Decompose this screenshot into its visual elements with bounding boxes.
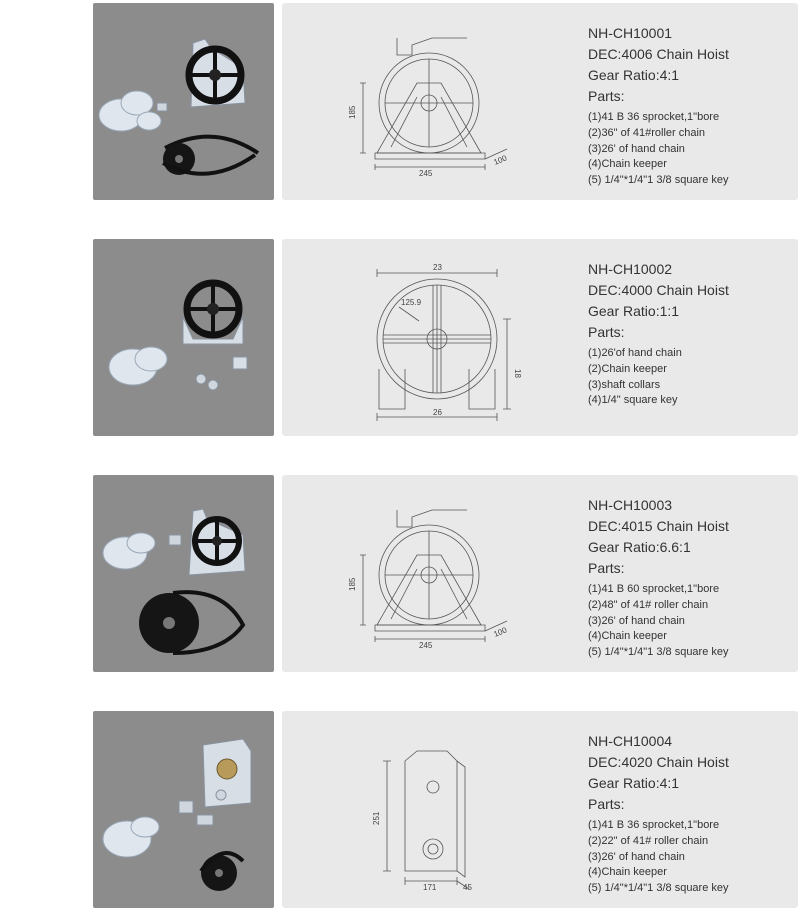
dim-depth-1: 100 [492, 153, 509, 167]
part-item: (3)shaft collars [588, 378, 661, 391]
technical-drawing-4 [357, 731, 527, 891]
part-item: (1)41 B 60 sprocket,1"bore [588, 583, 720, 595]
part-item: (2)48" of 41# roller chain [588, 598, 709, 611]
dec-description: DEC:4015 Chain Hoist [588, 518, 729, 534]
product-panel-2 [282, 239, 798, 436]
chain-hoist-gearbox-drawing [357, 731, 527, 891]
dec-description: DEC:4020 Chain Hoist [588, 754, 729, 770]
dim-height-1: 185 [348, 105, 357, 119]
hoist-kit-photo [93, 711, 274, 908]
product-photo-4 [93, 711, 274, 908]
dim-diameter-2: 23 [433, 263, 442, 272]
chain-hoist-side-drawing [348, 495, 527, 655]
parts-heading: Parts: [588, 796, 625, 812]
model-number: NH-CH10003 [588, 497, 673, 513]
parts-list [588, 110, 793, 189]
technical-drawing-3 [348, 495, 527, 655]
chain-hoist-front-drawing [357, 259, 527, 419]
gear-ratio: Gear Ratio:4:1 [588, 67, 680, 83]
gear-ratio: Gear Ratio:4:1 [588, 775, 680, 791]
gear-ratio: Gear Ratio:6.6:1 [588, 539, 691, 555]
part-item: (4)Chain keeper [588, 158, 667, 171]
dec-description: DEC:4000 Chain Hoist [588, 282, 729, 298]
dec-description: DEC:4006 Chain Hoist [588, 46, 729, 62]
dim-height-2: 18 [513, 369, 522, 378]
part-item: (1)26'of hand chain [588, 347, 682, 359]
spec-block-2 [588, 259, 793, 409]
dim-height-3: 185 [348, 577, 357, 591]
part-item: (3)26' of hand chain [588, 142, 685, 155]
model-number: NH-CH10001 [588, 25, 673, 41]
product-photo-3 [93, 475, 274, 672]
dim-radius-2: 125.9 [401, 298, 422, 307]
part-item: (4)Chain keeper [588, 630, 667, 643]
model-number: NH-CH10002 [588, 261, 673, 277]
dim-depth-4: 45 [463, 883, 472, 892]
parts-heading: Parts: [588, 560, 625, 576]
product-photo-2 [93, 239, 274, 436]
technical-drawing-2 [357, 259, 527, 419]
hoist-kit-photo [93, 475, 274, 672]
part-item: (3)26' of hand chain [588, 850, 685, 863]
product-panel-1 [282, 3, 798, 200]
part-item: (2)36" of 41#roller chain [588, 126, 706, 139]
parts-list [588, 582, 793, 661]
part-item: (5) 1/4"*1/4"1 3/8 square key [588, 882, 729, 895]
spec-block-1 [588, 23, 793, 189]
dim-width-4: 171 [423, 883, 437, 892]
product-panel-3 [282, 475, 798, 672]
hoist-kit-photo [93, 239, 274, 436]
parts-list [588, 346, 793, 409]
part-item: (5) 1/4"*1/4"1 3/8 square key [588, 646, 729, 659]
dim-width-1: 245 [419, 169, 433, 178]
part-item: (4)1/4" square key [588, 394, 678, 407]
chain-hoist-side-drawing [348, 23, 527, 183]
part-item: (5) 1/4"*1/4"1 3/8 square key [588, 174, 729, 187]
technical-drawing-1 [348, 23, 527, 183]
parts-heading: Parts: [588, 324, 625, 340]
dim-depth-3: 100 [492, 625, 509, 639]
spec-block-4 [588, 731, 793, 897]
product-photo-1 [93, 3, 274, 200]
parts-heading: Parts: [588, 88, 625, 104]
dim-width-2: 26 [433, 408, 442, 417]
dim-height-4: 251 [372, 811, 381, 825]
dim-width-3: 245 [419, 641, 433, 650]
hoist-kit-photo [93, 3, 274, 200]
gear-ratio: Gear Ratio:1:1 [588, 303, 680, 319]
part-item: (1)41 B 36 sprocket,1"bore [588, 819, 720, 831]
model-number: NH-CH10004 [588, 733, 673, 749]
spec-block-3 [588, 495, 793, 661]
part-item: (4)Chain keeper [588, 866, 667, 879]
part-item: (1)41 B 36 sprocket,1"bore [588, 111, 720, 123]
product-panel-4 [282, 711, 798, 908]
parts-list [588, 818, 793, 897]
part-item: (2)22" of 41# roller chain [588, 834, 709, 847]
part-item: (3)26' of hand chain [588, 614, 685, 627]
part-item: (2)Chain keeper [588, 362, 667, 375]
